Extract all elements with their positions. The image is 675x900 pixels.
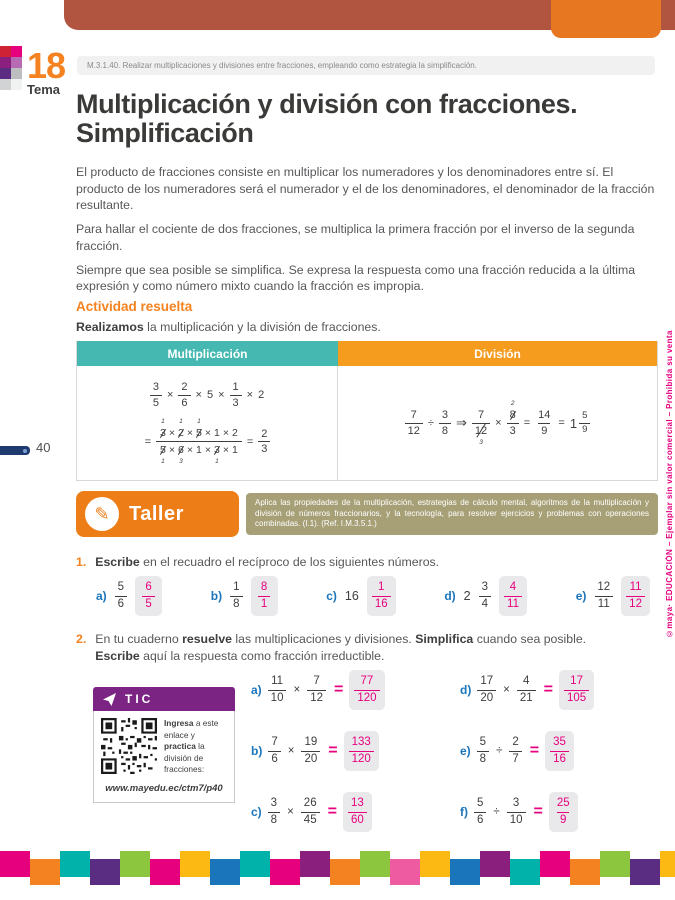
answer-box[interactable] — [545, 731, 574, 771]
fraction: $\frac{3}{5}$ — [150, 381, 162, 409]
exercise1-item-e — [576, 576, 650, 616]
exercise1-item-b — [211, 576, 278, 616]
answer-fraction: $\frac{1}{16}$ — [372, 581, 391, 610]
exercise1-header — [76, 554, 439, 571]
table-header-row — [77, 341, 657, 366]
division-expression — [405, 399, 591, 447]
given-whole-number: 2 — [463, 589, 471, 603]
exercise1-prompt: Escribe en el recuadro el recíproco de los siguientes números. — [95, 555, 440, 569]
answer-box[interactable] — [344, 731, 379, 771]
item-label: a) — [96, 589, 107, 603]
number: 1 — [231, 444, 238, 457]
multiplication-simplification — [144, 418, 271, 465]
item-label: e) — [460, 744, 471, 758]
reciprocal-answer-box[interactable] — [367, 576, 396, 616]
times-operator: × — [166, 389, 174, 401]
result-fraction: $\frac{14}{9}$ — [538, 408, 551, 437]
exercise1-number: 1. — [76, 555, 87, 569]
fraction-with-cancelled-numerator: 2 8 3 — [507, 409, 519, 437]
number: 1 — [214, 427, 220, 440]
fraction: $\frac{2}{6}$ — [178, 381, 190, 409]
times-operator: × — [495, 417, 502, 429]
numerator-row: 1 3 × 1 2 × 1 5 × 1 × 2 — [160, 418, 238, 440]
reciprocal-answer-box[interactable] — [135, 576, 162, 616]
fraction: $\frac{2}{7}$ — [509, 736, 521, 765]
item-label: e) — [575, 589, 587, 603]
answer-fraction: $\frac{11}{12}$ — [626, 581, 645, 610]
equals-operator: = — [523, 417, 531, 429]
item-label: b) — [251, 744, 263, 758]
answer-fraction: $\frac{133}{120}$ — [349, 736, 374, 765]
equals-operator: = — [144, 435, 152, 448]
equals-operator: = — [246, 435, 254, 448]
multiplication-column-header: Multiplicación — [77, 341, 338, 366]
item-label: b) — [210, 589, 223, 603]
division-operator: ÷ — [427, 417, 434, 429]
fraction: $\frac{5}{6}$ — [474, 797, 486, 826]
exercise1-item-a — [96, 576, 162, 616]
page-number: 40 — [36, 440, 51, 455]
pencil-icon: ✎ — [94, 503, 110, 524]
tic-label: TIC — [125, 692, 154, 706]
exercise2-number: 2. — [76, 632, 87, 646]
exercise2-item-a — [251, 670, 385, 710]
cancelled-number: 1 5 — [196, 418, 202, 440]
answer-box[interactable] — [559, 670, 594, 710]
fraction: $\frac{7}{6}$ — [268, 736, 280, 765]
exercise2-header — [76, 631, 658, 664]
multiplication-worked-example — [77, 366, 338, 480]
curricular-standard: M.3.1.40. Realizar multiplicaciones y divisiones entre fracciones, empleando como estrategia la simplificación. — [77, 56, 655, 75]
taller-label: Taller — [129, 502, 184, 525]
equals-operator: = — [328, 742, 338, 759]
item-label: c) — [326, 589, 337, 603]
taller-section — [76, 491, 658, 537]
answer-fraction: $\frac{4}{11}$ — [504, 581, 522, 610]
equals-operator: = — [529, 742, 540, 759]
denominator-row: 1 5 × 3 6 × 1 × 1 3 × 1 — [156, 441, 242, 465]
division-worked-example — [338, 366, 657, 480]
number: 1 — [196, 444, 202, 457]
tic-url-link[interactable]: www.mayedu.ec/ctm7/p40 — [105, 783, 223, 795]
cancelled-number: 3 12 — [474, 424, 488, 446]
cancellation-fraction — [156, 418, 242, 465]
times-operator: × — [246, 389, 254, 401]
title-line1: Multiplicación y división con fracciones. — [76, 89, 578, 119]
fraction: $\frac{19}{20}$ — [301, 736, 320, 765]
rocket-icon — [103, 693, 116, 706]
activity-table — [76, 341, 658, 481]
page-title — [76, 90, 577, 148]
top-orange-tab — [551, 0, 661, 38]
fraction: $\frac{11}{10}$ — [268, 675, 287, 704]
equals-operator: = — [333, 681, 344, 698]
cancelled-number: 1 3 — [160, 418, 166, 440]
operator: × — [503, 684, 510, 696]
given-fraction: $\frac{12}{11}$ — [594, 581, 613, 610]
mixed-number-result: 1 $\frac{5}{9}$ — [570, 411, 591, 436]
equals-operator: = — [543, 681, 553, 698]
given-whole-number: 16 — [344, 589, 359, 603]
given-fraction: $\frac{1}{8}$ — [230, 581, 242, 610]
lead-bold: Realizamos — [76, 320, 144, 334]
exercise2-item-b — [251, 731, 385, 771]
exercise1-item-c — [326, 576, 395, 616]
page-number-marker — [0, 446, 30, 455]
item-label: f) — [460, 805, 468, 819]
multiplication-expression — [150, 381, 264, 409]
fraction: $\frac{26}{45}$ — [301, 797, 320, 826]
answer-fraction: $\frac{13}{60}$ — [348, 797, 367, 826]
exercise2-item-c — [251, 792, 385, 832]
qr-code — [101, 718, 157, 774]
publisher-credit-vertical: ©maya· EDUCACIÓN – Ejemplar sin valor comercial – Prohibida su venta — [665, 330, 674, 638]
reciprocal-answer-box[interactable] — [621, 576, 650, 616]
equals-operator: = — [533, 803, 543, 820]
taller-note: Aplica las propiedades de la multiplicación, estrategias de cálculo mental, algoritmos de la multiplicación y división de números fraccionarios, y la tecnología, para resolver ejercicios y problemas con operaciones combinadas. (I.1). (Ref. I.M.3.5.1.) — [246, 493, 658, 535]
answer-box[interactable] — [343, 792, 372, 832]
cancelled-number: 1 2 — [178, 418, 184, 440]
item-label: a) — [251, 683, 262, 697]
intro-paragraph-1: El producto de fracciones consiste en multiplicar los numeradores y los denominadores entre sí. El producto de los numeradores será el numerador y el de los denominadores, el denominador de la fracción resultante. — [76, 165, 655, 213]
exercise1-item-d — [444, 576, 527, 616]
fraction: $\frac{17}{20}$ — [477, 675, 496, 704]
division-column-header: División — [338, 341, 657, 366]
fraction: $\frac{5}{8}$ — [477, 736, 489, 765]
fraction: $\frac{7}{12}$ — [405, 409, 423, 437]
answer-fraction: $\frac{77}{120}$ — [354, 675, 379, 704]
tema-badge — [27, 45, 66, 98]
given-fraction: $\frac{3}{4}$ — [479, 581, 491, 610]
exercise2-prompt: En tu cuaderno resuelve las multiplicaciones y divisiones. Simplifica cuando sea posible. Escribe aquí la respuesta como fracción irreductible. — [95, 632, 587, 663]
result-fraction: $\frac{2}{3}$ — [258, 428, 270, 456]
item-label: d) — [460, 683, 472, 697]
exercise2-item-f — [460, 792, 594, 832]
fraction: $\frac{4}{21}$ — [517, 675, 536, 704]
operator: ÷ — [493, 806, 500, 818]
exercise1-items — [96, 576, 658, 616]
tic-header — [93, 687, 235, 711]
taller-tab — [76, 491, 239, 537]
cancelled-number: 1 5 — [160, 444, 166, 465]
exercise2-item-d — [460, 670, 594, 710]
tic-text: Ingresa a este enlace y practica la división de fracciones: — [164, 718, 219, 775]
answer-fraction: $\frac{6}{5}$ — [142, 581, 154, 610]
tic-box — [93, 687, 235, 803]
given-fraction: $\frac{5}{6}$ — [115, 581, 127, 610]
times-operator: × — [195, 389, 202, 401]
actividad-resuelta-heading: Actividad resuelta — [76, 299, 193, 314]
answer-box[interactable] — [349, 670, 384, 710]
intro-paragraph-2: Para hallar el cociente de dos fracciones, se multiplica la primera fracción por el inverso de la segunda fracción. — [76, 222, 635, 253]
corner-squares — [0, 46, 22, 90]
pencil-badge — [85, 497, 119, 531]
number: 2 — [231, 427, 238, 440]
cancelled-number: 2 8 — [509, 399, 516, 421]
operator: ÷ — [496, 745, 503, 757]
cancelled-number: 3 6 — [178, 444, 184, 465]
reciprocal-answer-box[interactable] — [499, 576, 527, 616]
implies-arrow: ⇒ — [456, 415, 467, 430]
times-operator: × — [218, 389, 225, 401]
reciprocal-answer-box[interactable] — [251, 576, 278, 616]
equals-operator: = — [558, 417, 565, 429]
lead-rest: la multiplicación y la división de fracciones. — [143, 320, 381, 334]
equals-operator: = — [327, 803, 337, 820]
fraction: $\frac{7}{12}$ — [307, 675, 326, 704]
actividad-lead — [76, 320, 381, 334]
intro-text — [76, 164, 658, 295]
title-line2: Simplificación — [76, 117, 254, 148]
fraction: $\frac{3}{8}$ — [268, 797, 280, 826]
operator: × — [287, 745, 295, 757]
exercise2-column-left — [251, 670, 385, 832]
tema-label: Tema — [27, 82, 60, 98]
fraction: $\frac{3}{10}$ — [507, 797, 526, 826]
fraction: $\frac{1}{3}$ — [230, 381, 242, 409]
answer-fraction: $\frac{17}{105}$ — [564, 675, 589, 704]
item-label: c) — [251, 805, 262, 819]
answer-fraction: $\frac{35}{16}$ — [550, 736, 569, 765]
table-body — [77, 366, 657, 480]
tic-body — [93, 711, 235, 803]
cancelled-number: 1 3 — [214, 444, 220, 465]
operator: × — [293, 684, 301, 696]
tema-number: 18 — [27, 45, 66, 86]
answer-fraction: $\frac{25}{9}$ — [556, 797, 570, 826]
exercise2-item-e — [460, 731, 594, 771]
operator: × — [287, 806, 294, 818]
whole-number: 5 — [206, 389, 214, 401]
item-label: d) — [444, 589, 456, 603]
fraction: $\frac{3}{8}$ — [439, 409, 451, 437]
whole-number: 2 — [258, 389, 265, 401]
bottom-color-bar — [0, 851, 675, 885]
fraction-with-cancelled-denominator: 7 3 12 — [472, 409, 490, 437]
intro-paragraph-3: Siempre que sea posible se simplifica. Se expresa la respuesta como una fracción reducida a la última expresión y como número mixto cuando la fracción es impropia. — [76, 262, 636, 294]
answer-box[interactable] — [549, 792, 578, 832]
exercise2-column-right — [460, 670, 594, 832]
answer-fraction: $\frac{8}{1}$ — [258, 581, 270, 610]
